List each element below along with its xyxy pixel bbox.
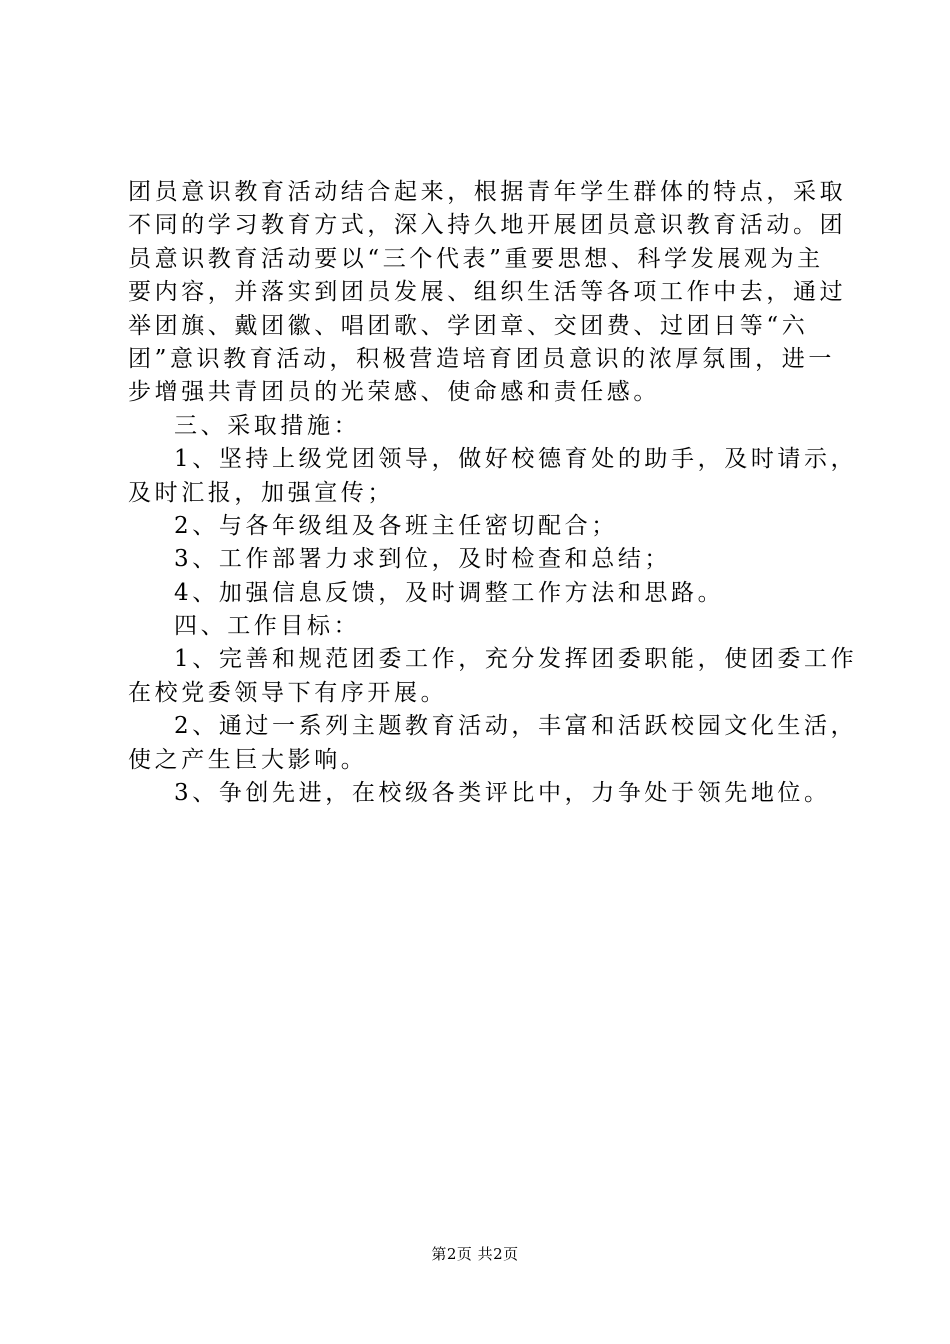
list-item: 3、争创先进，在校级各类评比中，力争处于领先地位。 bbox=[174, 780, 831, 807]
document-body bbox=[128, 176, 858, 810]
list-item: 2、与各年级组及各班主任密切配合； bbox=[174, 512, 618, 539]
list-item: 1、坚持上级党团领导，做好校德育处的助手，及时请示， bbox=[174, 446, 858, 473]
section-heading-measures: 三、采取措施： bbox=[174, 412, 361, 439]
body-line: 步增强共青团员的光荣感、使命感和责任感。 bbox=[128, 379, 660, 406]
body-line: 在校党委领导下有序开展。 bbox=[128, 679, 448, 706]
page-footer: 第2页 共2页 bbox=[431, 1245, 519, 1263]
body-line: 要内容，并落实到团员发展、组织生活等各项工作中去，通过 bbox=[128, 279, 847, 306]
list-item: 2、通过一系列主题教育活动，丰富和活跃校园文化生活， bbox=[174, 713, 858, 740]
body-line: 团”意识教育活动，积极营造培育团员意识的浓厚氛围，进一 bbox=[128, 345, 835, 372]
body-line: 举团旗、戴团徽、唱团歌、学团章、交团费、过团日等“六 bbox=[128, 312, 809, 339]
body-line: 团员意识教育活动结合起来，根据青年学生群体的特点，采取 bbox=[128, 179, 847, 205]
list-item: 4、加强信息反馈，及时调整工作方法和思路。 bbox=[174, 579, 725, 606]
body-line: 使之产生巨大影响。 bbox=[128, 746, 368, 773]
body-line: 及时汇报，加强宣传； bbox=[128, 479, 394, 506]
body-line: 不同的学习教育方式，深入持久地开展团员意识教育活动。团 bbox=[128, 212, 847, 239]
list-item: 1、完善和规范团委工作，充分发挥团委职能，使团委工作 bbox=[174, 646, 858, 673]
body-line: 员意识教育活动要以“三个代表”重要思想、科学发展观为主 bbox=[128, 245, 824, 272]
section-heading-goals: 四、工作目标： bbox=[174, 613, 361, 640]
list-item: 3、工作部署力求到位，及时检查和总结； bbox=[174, 546, 672, 573]
